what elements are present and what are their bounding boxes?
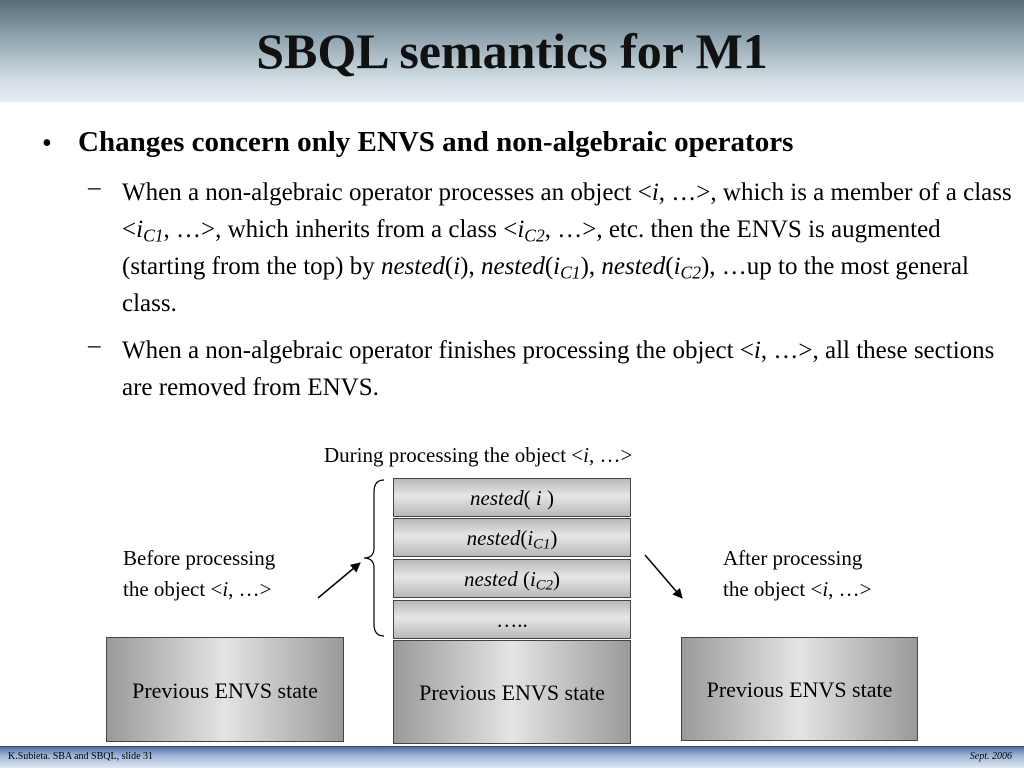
bullet-marker: • [42,128,52,159]
during-label: During processing the object <i, …> [324,443,633,467]
footer-credit: K.Subieta. SBA and SBQL, slide 31 [8,751,154,762]
main-bullet: Changes concern only ENVS and non-algebraic operators [78,126,794,158]
stack-section-nested-i: nested( i ) [393,478,631,517]
sub-bullet-2: When a non-algebraic operator finishes processing the object <i, …>, all these sections are removed from ENVS. [122,337,995,401]
sub-bullet-dash-2: – [88,332,101,359]
curly-brace [364,480,384,636]
stack-section-nested-ic1: $nested(i_{C1})$ [393,518,631,557]
arrow-to-after [645,555,682,598]
sub-bullet-1: When a non-algebraic operator processes an object <i, …>, which is a member of a class $<i_{C1}$, …>, which inherits from a class $<i_{C2}$, …>, etc. then the ENVS is augmented (starting from the top) by nested(i), $nested(i_{C1})$, $nested(i_{C2})$, …up to the most general class. [122,179,1012,317]
previous-envs-during: Previous ENVS state [393,640,631,744]
arrow-to-during [318,563,360,598]
slide-title: SBQL semantics for M1 [256,23,768,79]
footer-bar [0,747,1024,768]
before-label: Before processing the object <i, …> [123,546,276,601]
after-label: After processing the object <i, …> [723,546,872,601]
previous-envs-before: Previous ENVS state [106,637,344,742]
sub-bullet-dash-1: – [88,174,101,201]
footer-date: Sept. 2006 [969,751,1012,762]
stack-section-nested-ic2: nested $(i_{C2})$ [393,559,631,598]
stack-section-more: ….. [393,600,631,639]
previous-envs-after: Previous ENVS state [681,637,918,741]
